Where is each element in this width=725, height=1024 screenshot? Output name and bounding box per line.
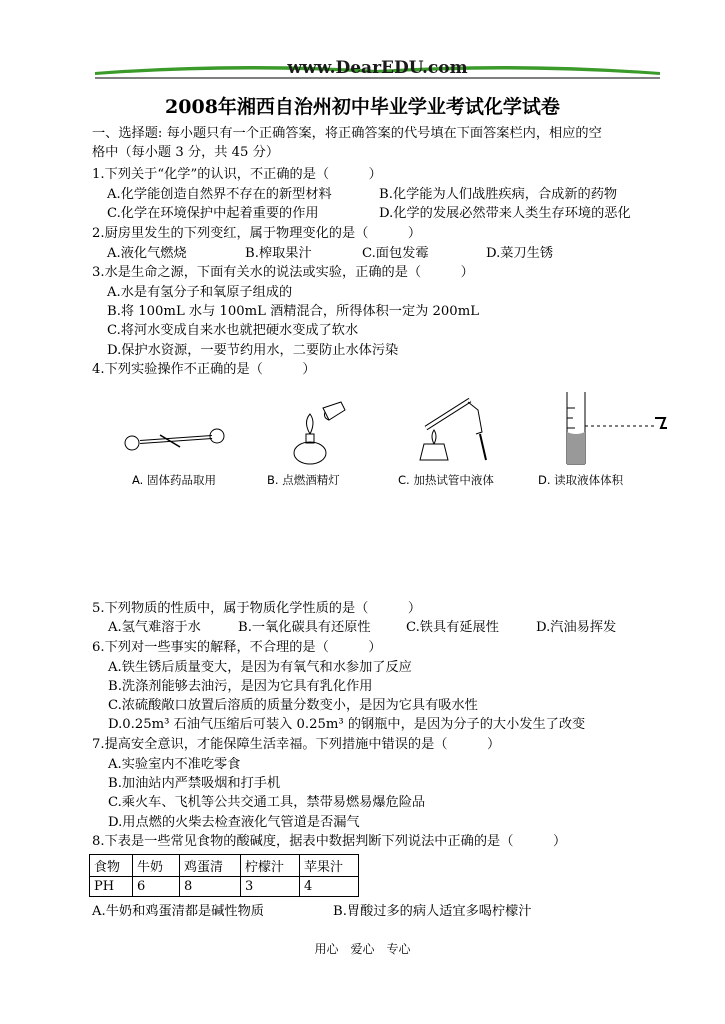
table-cell: 鸡蛋清 <box>180 855 241 877</box>
table-cell: PH <box>90 877 133 897</box>
header-banner <box>95 56 660 82</box>
table-cell: 食物 <box>90 855 133 877</box>
table-row <box>90 877 359 897</box>
question-8-stem: 8.下表是一些常见食物的酸碱度，据表中数据判断下列说法中正确的是（ ） <box>92 834 567 849</box>
question-3-option-d: D.保护水资源，一要节约用水，二要防止水体污染 <box>107 343 399 358</box>
question-3-option-c: C.将河水变成自来水也就把硬水变成了软水 <box>107 323 359 338</box>
question-8-option-a: A.牛奶和鸡蛋清都是碱性物质 <box>92 904 264 919</box>
question-5-stem: 5.下列物质的性质中，属于物质化学性质的是（ ） <box>92 601 422 616</box>
table-cell: 苹果汁 <box>300 855 359 877</box>
solid-reagent-figure <box>120 425 230 455</box>
alcohol-lamp-figure <box>285 398 355 468</box>
question-6-option-a: A.铁生锈后质量变大，是因为有氧气和水参加了反应 <box>108 660 412 675</box>
header-brand[interactable]: www.DearEDU.com <box>287 58 468 78</box>
question-1-stem: 1.下列关于“化学”的认识，不正确的是（ ） <box>92 167 382 182</box>
page-title: 2008年湘西自治州初中毕业学业考试化学试卷 <box>165 96 560 118</box>
heating-test-tube-figure <box>410 392 500 470</box>
question-1-option-a: A.化学能创造自然界不存在的新型材料 <box>107 187 332 202</box>
table-cell: 4 <box>300 877 359 897</box>
section-intro-line2: 格中（每小题 3 分，共 45 分） <box>92 145 280 160</box>
question-5-option-a: A.氢气难溶于水 <box>108 620 201 635</box>
question-7-option-d: D.用点燃的火柴去检查液化气管道是否漏气 <box>108 815 360 830</box>
question-5-option-b: B.一氧化碳具有还原性 <box>238 620 371 635</box>
question-8-option-b: B.胃酸过多的病人适宜多喝柠檬汁 <box>333 904 532 919</box>
table-cell: 柠檬汁 <box>241 855 300 877</box>
question-1-option-b: B.化学能为人们战胜疾病，合成新的药物 <box>379 187 618 202</box>
figure-label-d: D. 读取液体体积 <box>538 473 624 487</box>
question-2-option-a: A.液化气燃烧 <box>107 246 187 261</box>
section-intro-line1: 一、选择题: 每小题只有一个正确答案，将正确答案的代号填在下面答案栏内，相应的空 <box>92 126 602 141</box>
question-1-option-d: D.化学的发展必然带来人类生存环境的恶化 <box>379 206 631 221</box>
question-5-option-c: C.铁具有延展性 <box>406 620 499 635</box>
question-3-stem: 3.水是生命之源，下面有关水的说法或实验，正确的是（ ） <box>92 265 474 280</box>
question-6-option-b: B.洗涤剂能够去油污，是因为它具有乳化作用 <box>108 679 373 694</box>
question-2-option-b: B.榨取果汁 <box>245 246 312 261</box>
figure-label-c: C. 加热试管中液体 <box>398 473 494 487</box>
question-6-option-d: D.0.25m³ 石油气压缩后可装入 0.25m³ 的钢瓶中，是因为分子的大小发生了改变 <box>108 717 586 732</box>
table-cell: 6 <box>133 877 180 897</box>
question-7-stem: 7.提高安全意识，才能保障生活幸福。下列措施中错误的是（ ） <box>92 737 501 752</box>
question-4-stem: 4.下列实验操作不正确的是（ ） <box>92 362 316 377</box>
figure-label-a: A. 固体药品取用 <box>132 473 216 487</box>
question-6-option-c: C.浓硫酸敞口放置后溶质的质量分数变小，是因为它具有吸水性 <box>108 698 478 713</box>
question-7-option-a: A.实验室内不准吃零食 <box>108 757 241 772</box>
question-7-option-b: B.加油站内严禁吸烟和打手机 <box>108 776 281 791</box>
table-cell: 3 <box>241 877 300 897</box>
graduated-cylinder-figure <box>555 388 675 468</box>
question-2-option-d: D.菜刀生锈 <box>486 246 554 261</box>
question-3-option-a: A.水是有氢分子和氧原子组成的 <box>107 285 293 300</box>
table-row <box>90 855 359 877</box>
question-3-option-b: B.将 100mL 水与 100mL 酒精混合，所得体积一定为 200mL <box>107 304 479 319</box>
ph-table <box>89 854 359 897</box>
page-footer: 用心 爱心 专心 <box>314 942 411 956</box>
question-2-option-c: C.面包发霉 <box>362 246 429 261</box>
question-7-option-c: C.乘火车、飞机等公共交通工具，禁带易燃易爆危险品 <box>108 795 426 810</box>
table-cell: 8 <box>180 877 241 897</box>
question-6-stem: 6.下列对一些事实的解释，不合理的是（ ） <box>92 640 382 655</box>
question-1-option-c: C.化学在环境保护中起着重要的作用 <box>107 206 319 221</box>
question-5-option-d: D.汽油易挥发 <box>536 620 617 635</box>
figure-label-b: B. 点燃酒精灯 <box>267 473 340 487</box>
table-cell: 牛奶 <box>133 855 180 877</box>
question-2-stem: 2.厨房里发生的下列变红，属于物理变化的是（ ） <box>92 226 422 241</box>
